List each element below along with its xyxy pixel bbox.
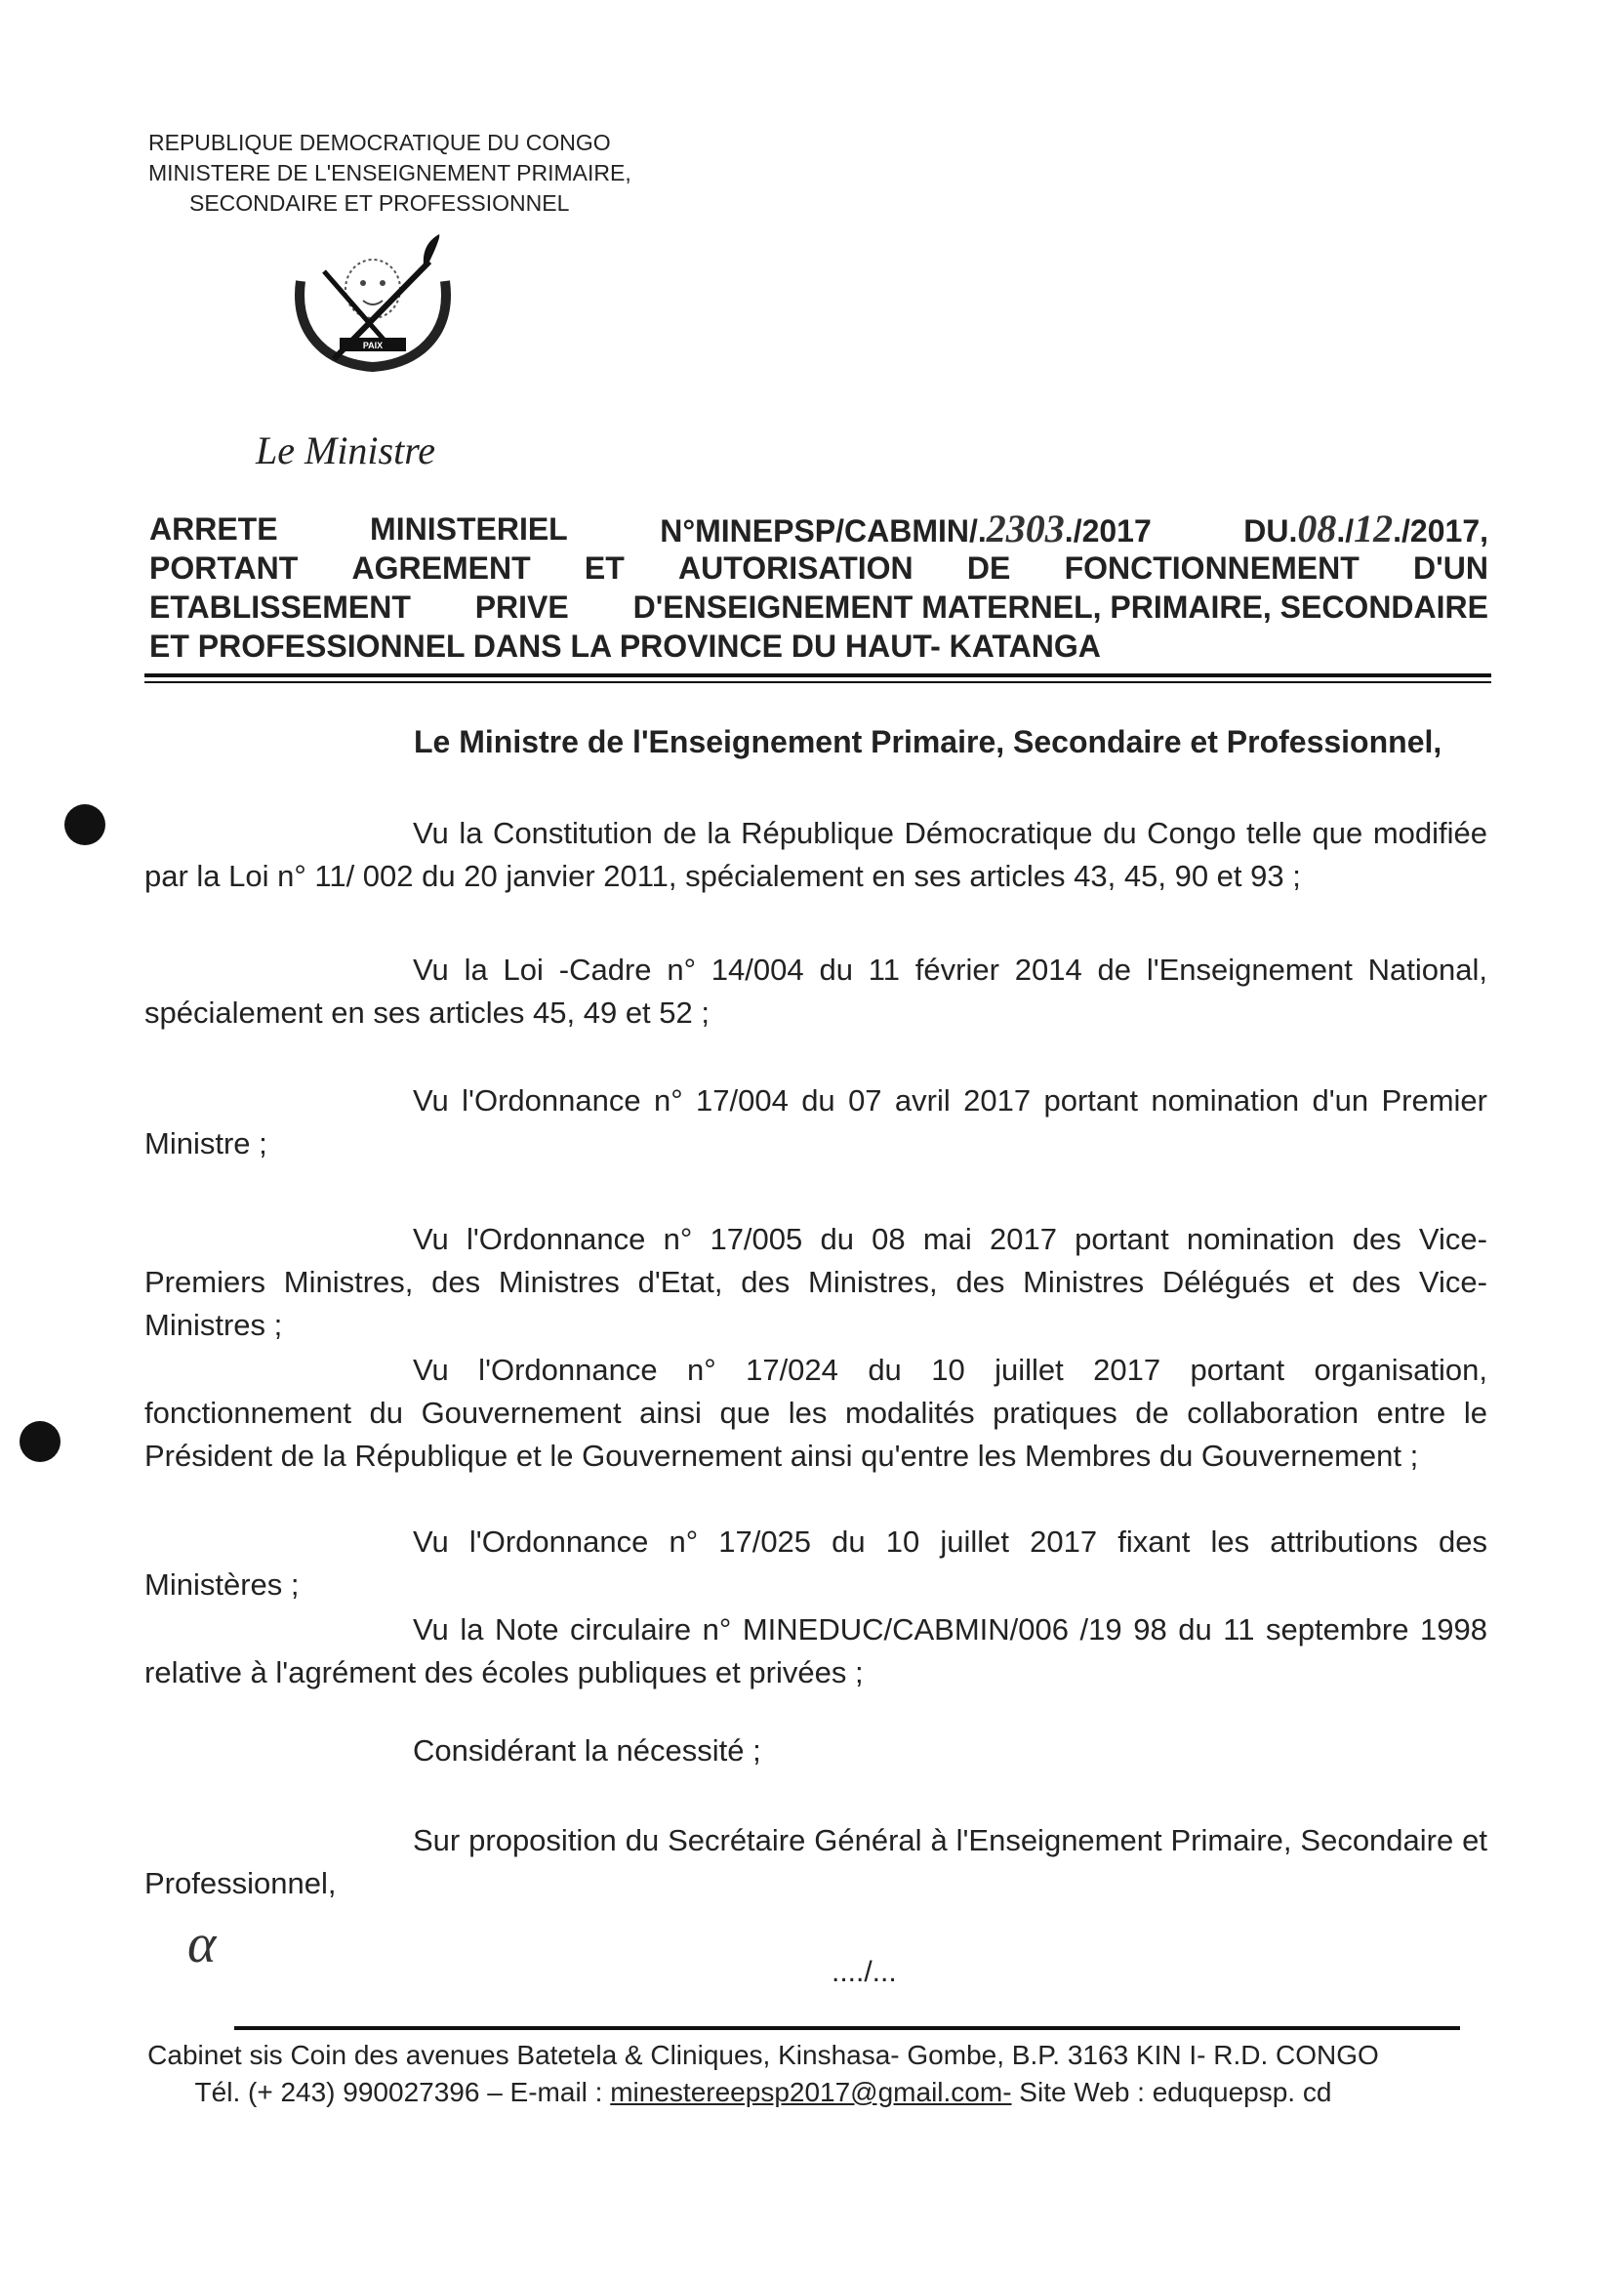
header-ministry: MINISTERE DE L'ENSEIGNEMENT PRIMAIRE, <box>148 160 631 185</box>
footer-address: Cabinet sis Coin des avenues Batetela & Cliniques, Kinshasa- Gombe, B.P. 3163 KIN I- R.D. CONGO <box>147 2040 1379 2070</box>
handwritten-month: 12 <box>1354 507 1394 550</box>
footer-email-link[interactable]: minestereepsp2017@gmail.com- <box>610 2077 1012 2107</box>
title-word: MINISTERIEL <box>370 511 568 547</box>
title-rule-thin <box>144 681 1491 683</box>
title-line-4: ET PROFESSIONNEL DANS LA PROVINCE DU HAUT- KATANGA <box>149 629 1101 664</box>
title-line-3: ETABLISSEMENT PRIVE D'ENSEIGNEMENT MATERNEL, PRIMAIRE, SECONDAIRE <box>149 590 1488 625</box>
preamble: Le Ministre de l'Enseignement Primaire, Secondaire et Professionnel, <box>414 724 1442 759</box>
consideration-constitution: Vu la Constitution de la République Démocratique du Congo telle que modifiée par la Loi n° 11/ 002 du 20 janvier 2011, spécialement en ses articles 43, 45, 90 et 93 ; <box>144 816 1487 893</box>
title-rule-thick <box>144 673 1491 677</box>
footer-contact: Tél. (+ 243) 990027396 – E-mail : minestereepsp2017@gmail.com- Site Web : eduquepsp. cd <box>194 2077 1332 2107</box>
consideration-proposition: Sur proposition du Secrétaire Général à l'Enseignement Primaire, Secondaire et Professionnel, <box>144 1823 1487 1900</box>
decree-title <box>149 509 1488 666</box>
consideration-ordonnance-17-025: Vu l'Ordonnance n° 17/025 du 10 juillet 2017 fixant les attributions des Ministères ; <box>144 1525 1487 1602</box>
coat-of-arms-icon <box>285 232 461 381</box>
handwritten-day: 08 <box>1297 507 1337 550</box>
continuation-mark: ..../... <box>832 1956 897 1988</box>
title-word: ARRETE <box>149 511 278 547</box>
consideration-necessite: Considérant la nécessité ; <box>413 1733 761 1768</box>
punch-hole-mark <box>64 804 105 845</box>
signatory-title: Le Ministre <box>256 428 436 472</box>
consideration-loi-cadre: Vu la Loi -Cadre n° 14/004 du 11 février 2014 de l'Enseignement National, spécialement en ses articles 45, 49 et 52 ; <box>144 953 1487 1030</box>
consideration-ordonnance-17-024: Vu l'Ordonnance n° 17/024 du 10 juillet 2017 portant organisation, fonctionnement du Gouvernement ainsi que les modalités pratiques de collaboration entre le Président de la République et le Gouvernement ainsi qu'entre les Membres du Gouvernement ; <box>144 1353 1487 1473</box>
consideration-note-circulaire: Vu la Note circulaire n° MINEDUC/CABMIN/006 /19 98 du 11 septembre 1998 relative à l'agrément des écoles publiques et privées ; <box>144 1612 1487 1689</box>
handwritten-number: 2303 <box>986 507 1065 550</box>
header-ministry-cont: SECONDAIRE ET PROFESSIONNEL <box>189 190 570 216</box>
decree-reference: N°MINEPSP/CABMIN/.2303./2017 <box>660 507 1152 550</box>
header-country: REPUBLIQUE DEMOCRATIQUE DU CONGO <box>148 130 611 155</box>
consideration-ordonnance-17-005: Vu l'Ordonnance n° 17/005 du 08 mai 2017 portant nomination des Vice-Premiers Ministres, des Ministres d'Etat, des Ministres, des Ministres Délégués et des Vice-Ministres ; <box>144 1222 1487 1342</box>
footer-rule <box>234 2026 1460 2030</box>
title-line-2: PORTANT AGREMENT ET AUTORISATION DE FONCTIONNEMENT D'UN <box>149 550 1488 586</box>
punch-hole-mark <box>20 1421 61 1462</box>
consideration-ordonnance-17-004: Vu l'Ordonnance n° 17/004 du 07 avril 2017 portant nomination d'un Premier Ministre ; <box>144 1083 1487 1160</box>
svg-text:PAIX: PAIX <box>362 341 384 350</box>
title-line-1 <box>149 509 1488 549</box>
handwritten-initials: α <box>187 1914 217 1974</box>
decree-date: DU.08./12./2017, <box>1243 507 1488 550</box>
